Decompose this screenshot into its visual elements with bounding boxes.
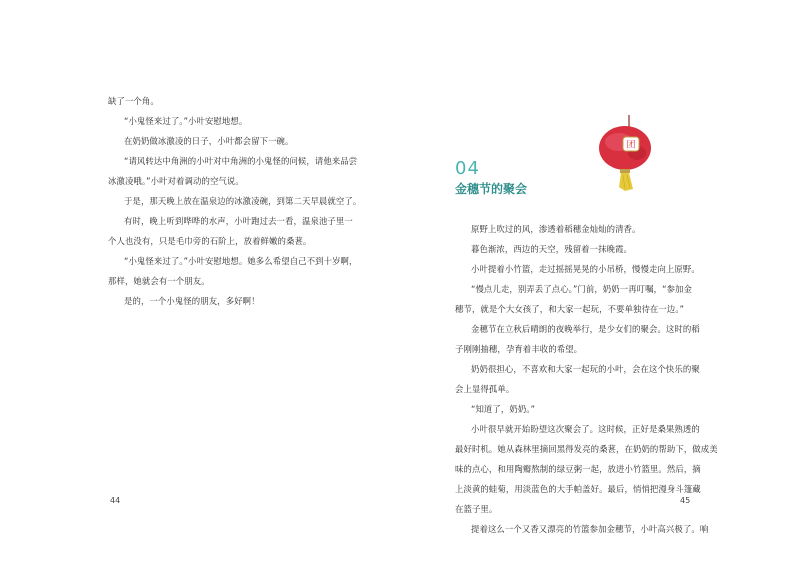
text-line: 会上显得孤单。: [455, 384, 515, 394]
text-line: 子刚刚抽穗，孕育着丰收的希望。: [455, 344, 583, 354]
page-number-left: 44: [110, 496, 121, 505]
text-line: 提着这么一个又香又漂亮的竹篮参加金穗节，小叶高兴极了。响: [471, 524, 709, 534]
text-line: 上淡黄的蛙菊，用淡蓝色的大手帕盖好。最后，悄悄把漫身斗篷藏: [455, 484, 701, 494]
lantern-character: 团: [626, 140, 636, 151]
chapter-title: 金穗节的聚会: [455, 182, 528, 196]
text-line: 在篮子里。: [455, 504, 498, 514]
text-line: 在奶奶做冰激凌的日子，小叶都会留下一碗。: [124, 136, 294, 146]
text-line: 那样，她就会有一个朋友。: [108, 276, 210, 286]
text-line: 奶奶很担心，不喜欢和大家一起玩的小叶，会在这个快乐的聚: [471, 364, 700, 374]
red-lantern-icon: [585, 115, 665, 195]
text-line: 个人也没有，只是毛巾旁的石阶上，放着鲜嫩的桑葚。: [108, 236, 312, 246]
text-line: 味的点心，和用陶瓣熬制的绿豆粥一起，放进小竹篮里。然后，摘: [455, 464, 701, 474]
text-line: 小叶提着小竹篮，走过摇摇晃晃的小吊桥，慢慢走向上原野。: [471, 264, 700, 274]
text-line: “请风转达中角洲的小叶对中角洲的小鬼怪的问候，请他来品尝: [124, 156, 358, 166]
page-number-right: 45: [680, 496, 691, 505]
text-line: 缺了一个角。: [108, 96, 159, 106]
text-line: 是的，一个小鬼怪的朋友，多好啊！: [124, 296, 260, 306]
text-line: 有时，晚上听到哗哗的水声，小叶跑过去一看，温泉池子里一: [124, 216, 353, 226]
left-page-body: [108, 91, 362, 311]
text-line: 最好时机。她从森林里摘回黑得发亮的桑葚，在奶奶的帮助下，做成美: [455, 444, 718, 454]
text-line: “小鬼怪来过了。”小叶安慰地想。她多么希望自己不到十岁啊，: [124, 256, 358, 266]
text-line: 穗节，就是个大女孩了，和大家一起玩，不要单独待在一边。”: [455, 304, 685, 314]
text-line: “小鬼怪来过了。”小叶安慰地想。: [124, 116, 248, 126]
text-line: 暮色渐浓，西边的天空，残留着一抹晚霞。: [471, 244, 633, 254]
text-line: 原野上吹过的风，渗透着稻穗金灿灿的清香。: [471, 224, 641, 234]
text-line: 于是，那天晚上放在温泉边的冰激凌碗，到第二天早晨就空了。: [124, 196, 362, 206]
right-page-body: [455, 219, 718, 539]
chapter-number: 04: [455, 158, 480, 179]
text-line: 金穗节在立秋后晴朗的夜晚举行，是少女们的聚会。这时的稻: [471, 324, 700, 334]
text-line: 小叶很早就开始盼望这次聚会了。这时候，正好是桑果熟透的: [471, 424, 700, 434]
text-line: “慢点儿走，别弄丢了点心。”门前，奶奶一再叮嘱，“参加金: [471, 284, 692, 294]
text-line: “知道了，奶奶。”: [471, 404, 536, 414]
text-line: 冰激凌哦。”小叶对着调动的空气说。: [108, 176, 244, 186]
